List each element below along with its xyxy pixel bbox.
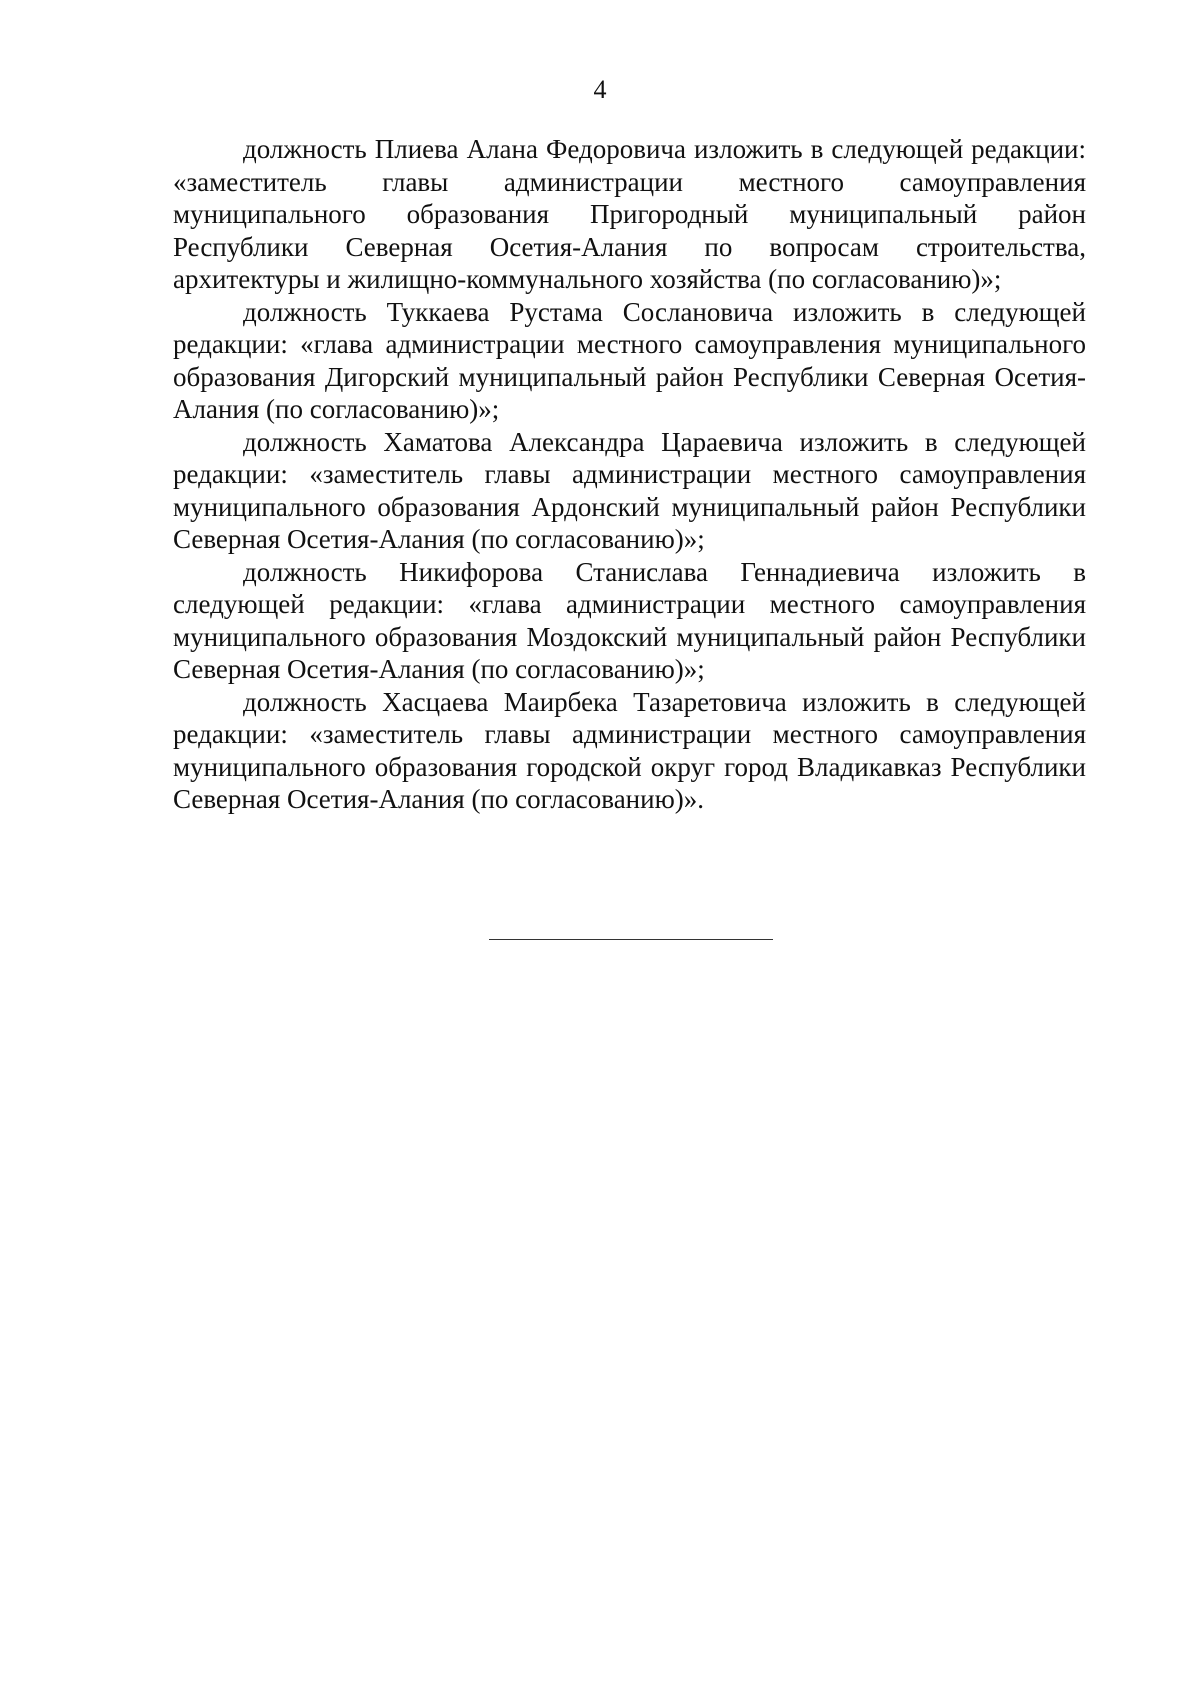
end-separator-line [489, 939, 773, 940]
paragraph-khamatova: должность Хаматова Александра Цараевича изложить в следующей редакции: «заместитель главы администрации местного самоуправления муниципального образования Ардонский муниципальный район Республики Северная Осетия-Алания (по согласованию)»; [173, 426, 1086, 554]
page-number: 4 [593, 75, 607, 104]
paragraph-nikiforova: должность Никифорова Станислава Геннадиевича изложить в следующей редакции: «глава администрации местного самоуправления муниципального образования Моздокский муниципальный район Республики Северная Осетия-Алания (по согласованию)»; [173, 556, 1086, 684]
paragraph-tukkaeva: должность Туккаева Рустама Сослановича изложить в следующей редакции: «глава администрации местного самоуправления муниципального образования Дигорский муниципальный район Республики Северная Осетия-Алания (по согласованию)»; [173, 296, 1086, 424]
paragraph-plieva: должность Плиева Алана Федоровича изложить в следующей редакции: «заместитель главы администрации местного самоуправления муниципального образования Пригородный муниципальный район Республики Северная Осетия-Алания по вопросам строительства, архитектуры и жилищно-коммунального хозяйства (по согласованию)»; [173, 134, 1086, 294]
paragraph-khastsaeva: должность Хасцаева Маирбека Тазаретовича изложить в следующей редакции: «заместитель главы администрации местного самоуправления муниципального образования городской округ город Владикавказ Республики Северная Осетия-Алания (по согласованию)». [173, 686, 1086, 814]
document-body [173, 133, 1086, 816]
